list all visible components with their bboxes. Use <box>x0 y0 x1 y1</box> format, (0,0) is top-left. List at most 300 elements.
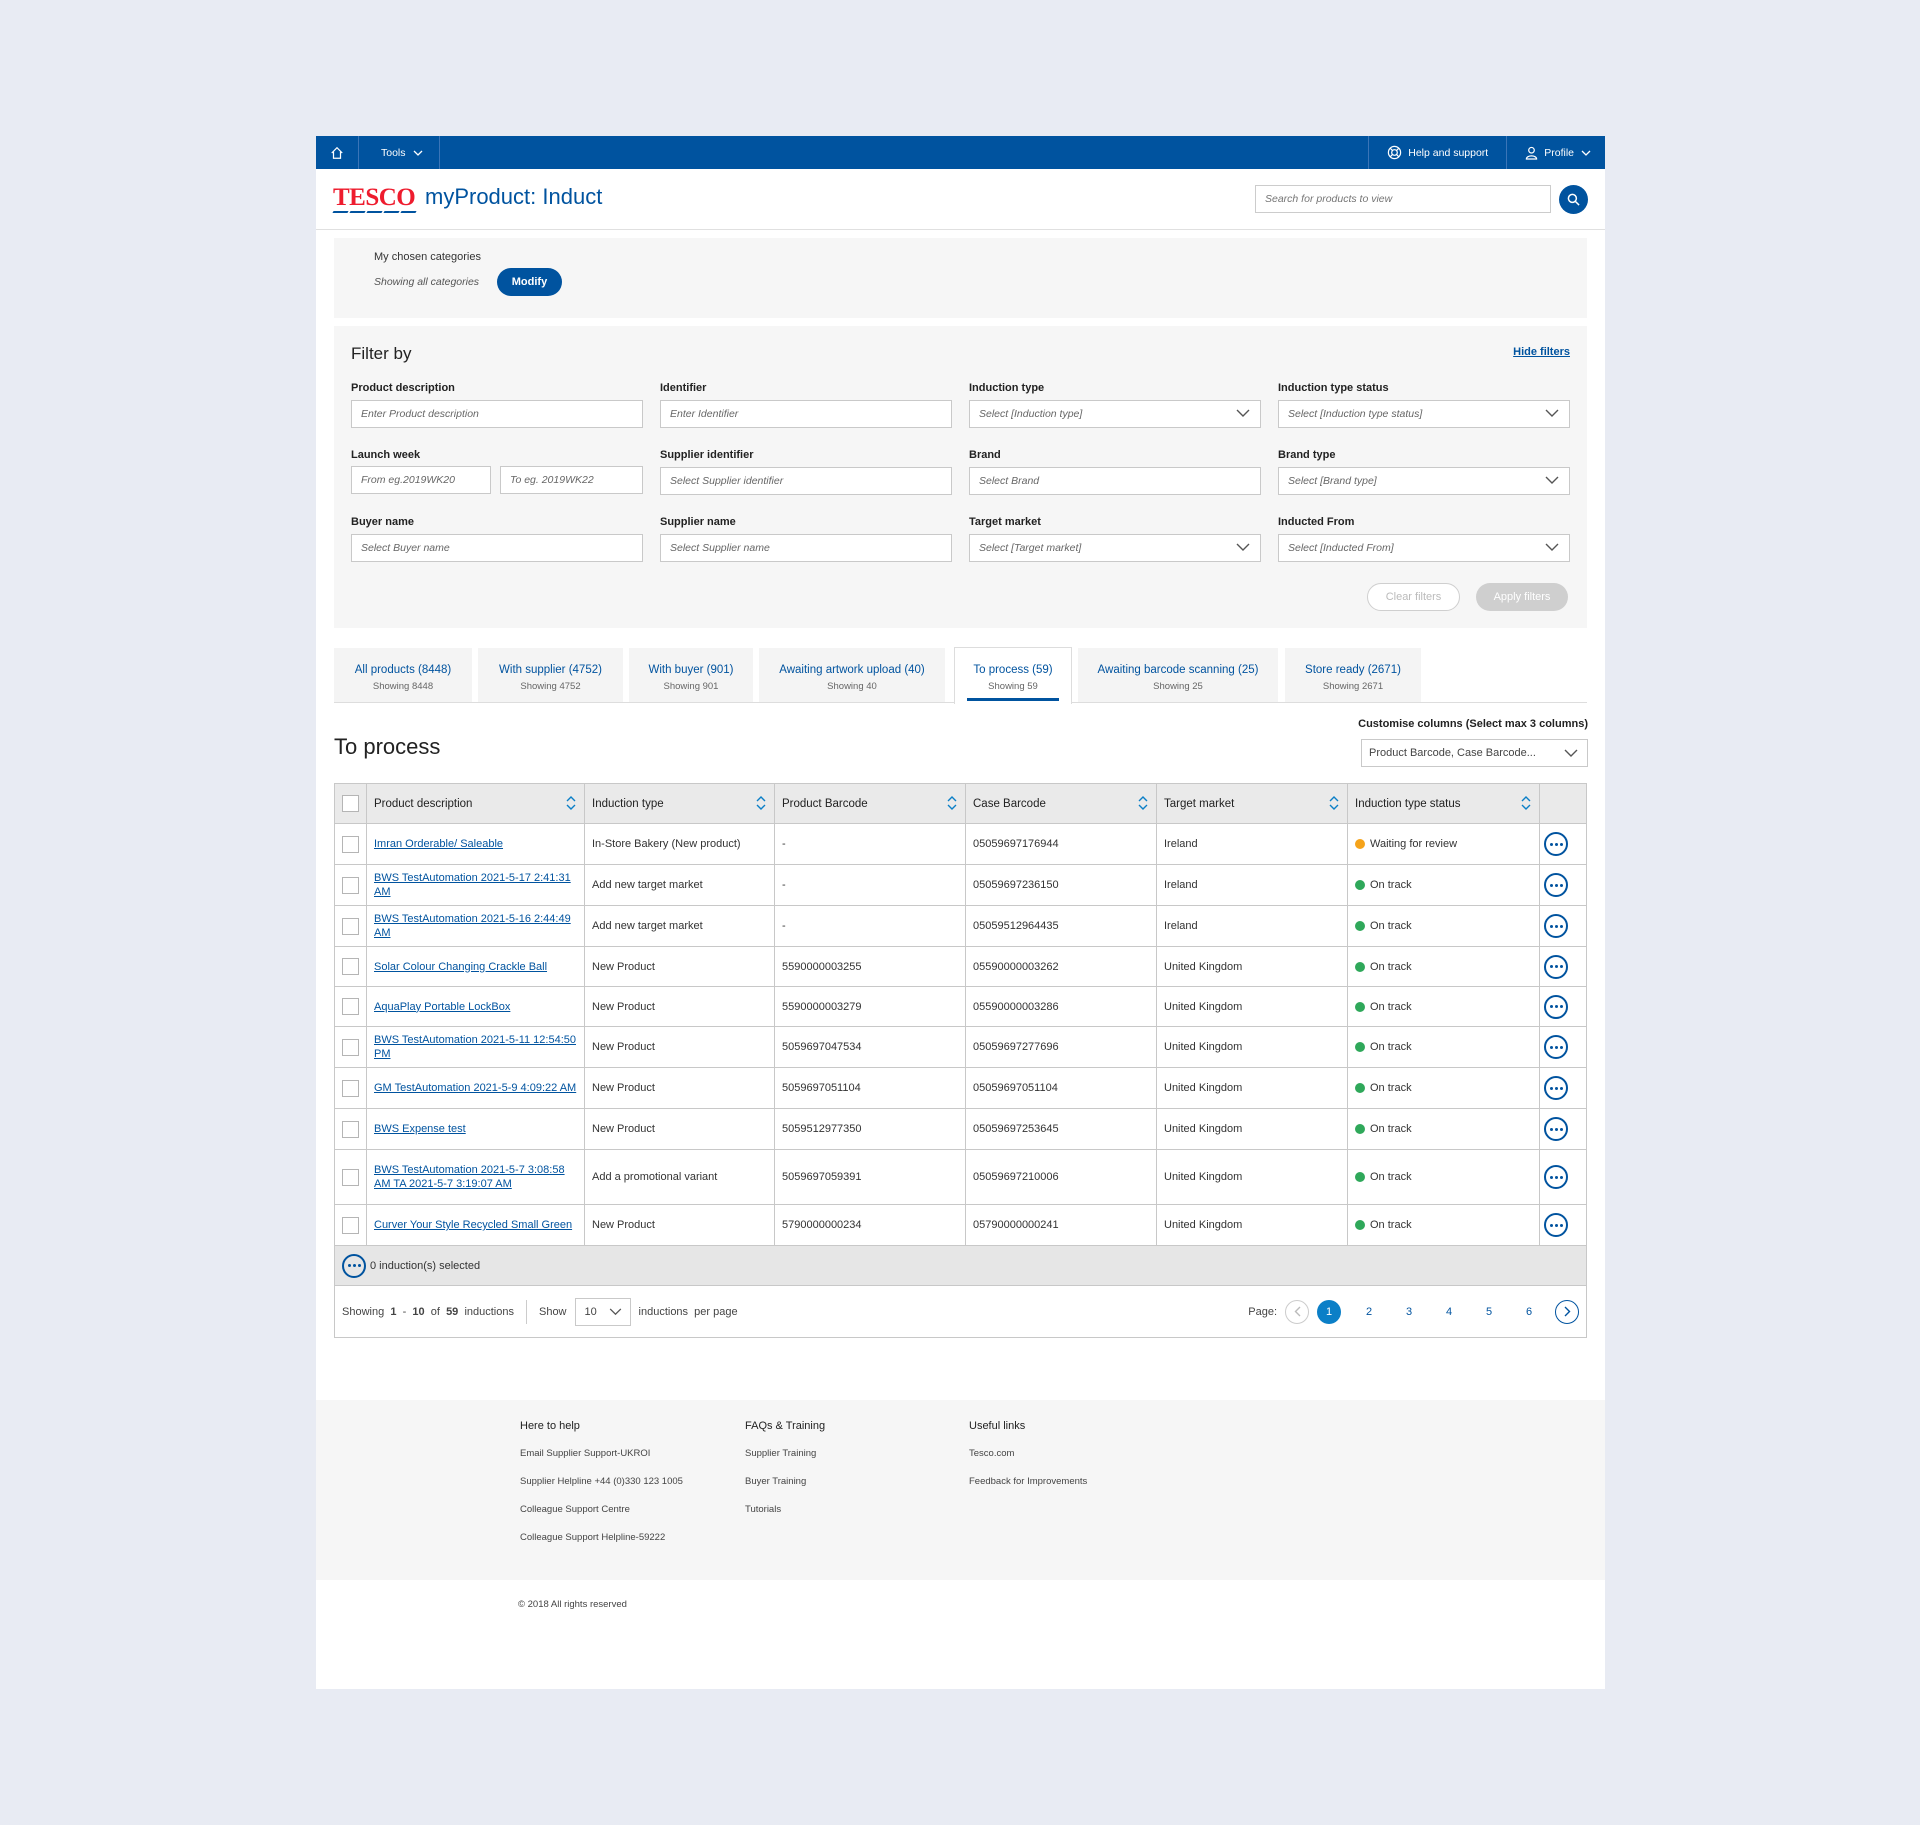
footer-heading: Useful links <box>969 1420 1026 1432</box>
brand-type-select[interactable] <box>1278 467 1570 495</box>
copyright: © 2018 All rights reserved <box>518 1599 627 1610</box>
actions-cell <box>1540 1109 1572 1149</box>
chevron-down-icon <box>1545 543 1559 552</box>
launch-week-label: Launch week <box>351 449 421 461</box>
buyer-name-label: Buyer name <box>351 516 414 528</box>
tab-label: Awaiting barcode scanning (25) <box>1097 664 1259 676</box>
page-6-button[interactable]: 6 <box>1525 1305 1533 1318</box>
more-options-icon[interactable] <box>1544 873 1568 897</box>
buyer-name-input[interactable]: Select Buyer name <box>351 534 643 562</box>
identifier-label: Identifier <box>660 382 707 394</box>
induction-type-cell: In-Store Bakery (New product) <box>585 824 775 864</box>
active-tab-indicator <box>967 698 1059 701</box>
footer-link[interactable]: Colleague Support Centre <box>520 1504 630 1515</box>
help-label: Help and support <box>1408 146 1489 159</box>
product-link[interactable]: BWS TestAutomation 2021-5-7 3:08:58 AM TA 2021-5-7 3:19:07 AM <box>374 1164 565 1190</box>
page-5-button[interactable]: 5 <box>1485 1305 1493 1318</box>
more-options-icon[interactable] <box>1544 1035 1568 1059</box>
status-dot <box>1355 1220 1365 1230</box>
select-all-cell <box>335 784 367 823</box>
col-target-market[interactable] <box>1157 784 1348 823</box>
page-label: Page: <box>1248 1305 1277 1318</box>
induction-type-status-label: Induction type status <box>1278 382 1389 394</box>
supplier-name-label: Supplier name <box>660 516 736 528</box>
categories-title: My chosen categories <box>374 251 481 263</box>
product-link[interactable]: Imran Orderable/ Saleable <box>374 838 504 850</box>
chevron-down-icon <box>1545 476 1559 485</box>
inducted-from-label: Inducted From <box>1278 516 1355 528</box>
chevron-down-icon <box>1236 543 1250 552</box>
section-title: To process <box>334 734 441 759</box>
row-select-cell <box>335 824 367 864</box>
product-link[interactable]: BWS TestAutomation 2021-5-16 2:44:49 AM <box>374 913 571 939</box>
footer-link[interactable]: Buyer Training <box>745 1476 807 1487</box>
next-page-button[interactable] <box>1555 1300 1579 1324</box>
more-options-icon[interactable] <box>1544 1117 1568 1141</box>
status-dot <box>1355 962 1365 972</box>
home-button[interactable] <box>316 136 359 169</box>
row-checkbox[interactable] <box>342 1080 359 1097</box>
status-badge <box>1355 838 1457 850</box>
col-case-barcode[interactable] <box>966 784 1157 823</box>
page-navigation <box>1248 1300 1579 1324</box>
target-market-cell: United Kingdom <box>1157 987 1348 1026</box>
target-market-cell: United Kingdom <box>1157 947 1348 986</box>
product-link[interactable]: GM TestAutomation 2021-5-9 4:09:22 AM <box>374 1082 577 1094</box>
status-dot <box>1355 1083 1365 1093</box>
col-product-barcode[interactable] <box>775 784 966 823</box>
product-link[interactable]: BWS TestAutomation 2021-5-17 2:41:31 AM <box>374 872 571 898</box>
table-row <box>335 947 1586 987</box>
table-row <box>335 987 1586 1027</box>
product-description-label: Product description <box>351 382 455 394</box>
status-label: On track <box>1370 879 1412 891</box>
case-barcode-cell: 05059697277696 <box>966 1027 1157 1067</box>
header-label: Product description <box>374 797 473 810</box>
customise-columns-value: Product Barcode, Case Barcode... <box>1369 747 1536 759</box>
chevron-right-icon <box>1564 1306 1571 1317</box>
case-barcode-cell: 05059697236150 <box>966 865 1157 905</box>
launch-week-to-input[interactable]: To eg. 2019WK22 <box>500 466 643 494</box>
product-link[interactable]: BWS TestAutomation 2021-5-11 12:54:50 PM <box>374 1034 576 1060</box>
product-description-cell <box>367 1068 585 1108</box>
product-description-cell <box>367 824 585 864</box>
apply-filters-button[interactable]: Apply filters <box>1476 583 1568 611</box>
case-barcode-cell: 05059697210006 <box>966 1150 1157 1204</box>
launch-week-from-input[interactable]: From eg.2019WK20 <box>351 466 491 494</box>
tools-menu[interactable] <box>359 136 440 169</box>
induction-type-cell: Add new target market <box>585 865 775 905</box>
inducted-from-select[interactable] <box>1278 534 1570 562</box>
divider <box>526 1300 527 1324</box>
total-count: 59 <box>446 1305 459 1318</box>
sort-icon <box>756 796 766 810</box>
actions-cell <box>1540 865 1572 905</box>
unit-label: inductions <box>464 1305 514 1318</box>
chevron-down-icon <box>1236 409 1250 418</box>
product-barcode-cell: 5590000003279 <box>775 987 966 1026</box>
chosen-categories-panel <box>334 238 1587 318</box>
col-induction-type[interactable] <box>585 784 775 823</box>
actions-cell <box>1540 824 1572 864</box>
chevron-down-icon <box>1581 150 1591 156</box>
more-options-icon[interactable] <box>1544 832 1568 856</box>
logo-text: TESCO <box>333 183 416 211</box>
status-cell <box>1348 906 1540 946</box>
case-barcode-cell: 05790000000241 <box>966 1205 1157 1245</box>
sort-icon <box>947 796 957 810</box>
brand-label: Brand <box>969 449 1001 461</box>
customise-columns-select[interactable] <box>1361 739 1588 767</box>
row-select-cell <box>335 865 367 905</box>
case-barcode-cell: 05590000003286 <box>966 987 1157 1026</box>
status-dot <box>1355 1124 1365 1134</box>
select-all-checkbox[interactable] <box>342 795 359 812</box>
tab-label: Store ready (2671) <box>1305 664 1401 676</box>
page-3-button[interactable]: 3 <box>1405 1305 1413 1318</box>
tab-to-process[interactable] <box>954 647 1072 704</box>
status-badge <box>1355 1171 1412 1183</box>
table-row <box>335 1068 1586 1109</box>
table-row <box>335 1150 1586 1205</box>
status-label: On track <box>1370 1041 1412 1053</box>
footer-link[interactable]: Email Supplier Support-UKROI <box>520 1448 651 1459</box>
footer-heading: Here to help <box>520 1420 580 1432</box>
status-badge <box>1355 920 1412 932</box>
status-label: On track <box>1370 1123 1412 1135</box>
product-barcode-cell: - <box>775 824 966 864</box>
induction-type-cell: New Product <box>585 1205 775 1245</box>
status-cell <box>1348 1150 1540 1204</box>
row-select-cell <box>335 947 367 986</box>
target-market-select[interactable] <box>969 534 1261 562</box>
search-bar <box>1255 185 1588 214</box>
footer-col-useful-links <box>969 1420 1087 1504</box>
page-1-button[interactable]: 1 <box>1317 1300 1341 1324</box>
sort-icon <box>566 796 576 810</box>
induction-type-cell: Add new target market <box>585 906 775 946</box>
user-icon <box>1525 146 1538 160</box>
supplier-name-input[interactable]: Select Supplier name <box>660 534 952 562</box>
header-label: Case Barcode <box>973 797 1046 810</box>
product-link[interactable]: Solar Colour Changing Crackle Ball <box>374 960 548 973</box>
search-icon <box>1567 193 1580 206</box>
row-checkbox[interactable] <box>342 1039 359 1056</box>
app-window <box>316 136 1605 1689</box>
table-row <box>335 1205 1586 1246</box>
modify-button[interactable]: Modify <box>497 268 562 296</box>
status-cell <box>1348 1205 1540 1245</box>
header-label: Target market <box>1164 797 1235 810</box>
footer-link[interactable]: Tesco.com <box>969 1448 1015 1459</box>
inducted-from-placeholder: Select [Inducted From] <box>1288 542 1394 554</box>
footer-heading: FAQs & Training <box>745 1420 826 1432</box>
actions-cell <box>1540 1068 1572 1108</box>
table-row <box>335 1109 1586 1150</box>
more-options-icon[interactable] <box>1544 1213 1568 1237</box>
range-dash: - <box>402 1305 407 1318</box>
col-product-description[interactable] <box>367 784 585 823</box>
selection-bar <box>335 1246 1586 1286</box>
tab-label: To process (59) <box>973 664 1053 676</box>
show-label: Show <box>538 1305 567 1318</box>
product-barcode-cell: 5590000003255 <box>775 947 966 986</box>
actions-cell <box>1540 906 1572 946</box>
page-4-button[interactable]: 4 <box>1445 1305 1453 1318</box>
header-label: Induction type status <box>1355 797 1461 810</box>
hide-filters-link[interactable]: Hide filters <box>1513 346 1570 358</box>
status-cell <box>1348 1068 1540 1108</box>
row-checkbox[interactable] <box>342 958 359 975</box>
product-barcode-cell: 5059697051104 <box>775 1068 966 1108</box>
tab-awaiting-barcode-scanning[interactable] <box>1078 648 1278 702</box>
target-market-cell: Ireland <box>1157 906 1348 946</box>
row-checkbox[interactable] <box>342 1169 359 1186</box>
row-select-cell <box>335 1150 367 1204</box>
filter-panel <box>334 326 1587 628</box>
product-description-cell <box>367 947 585 986</box>
row-select-cell <box>335 1027 367 1067</box>
logo-stripes <box>333 211 416 213</box>
prev-page-button[interactable] <box>1285 1300 1309 1324</box>
actions-cell <box>1540 987 1572 1026</box>
filter-title: Filter by <box>351 344 412 363</box>
status-dot <box>1355 839 1365 849</box>
status-cell <box>1348 1109 1540 1149</box>
tab-count: Showing 4752 <box>520 681 581 692</box>
induction-type-cell: New Product <box>585 1109 775 1149</box>
header-label: Induction type <box>592 797 664 810</box>
tesco-logo[interactable] <box>333 183 416 213</box>
tab-count: Showing 59 <box>988 681 1038 692</box>
status-dot <box>1355 1002 1365 1012</box>
product-barcode-cell: 5059512977350 <box>775 1109 966 1149</box>
target-market-cell: United Kingdom <box>1157 1205 1348 1245</box>
actions-cell <box>1540 1150 1572 1204</box>
case-barcode-cell: 05059512964435 <box>966 906 1157 946</box>
chevron-down-icon <box>1545 409 1559 418</box>
profile-menu[interactable] <box>1506 136 1605 169</box>
row-select-cell <box>335 1205 367 1245</box>
case-barcode-cell: 05059697051104 <box>966 1068 1157 1108</box>
per-page-select[interactable] <box>575 1298 631 1326</box>
footer-col-help <box>520 1420 683 1560</box>
status-cell <box>1348 947 1540 986</box>
tab-with-supplier[interactable] <box>478 648 623 702</box>
target-market-cell: Ireland <box>1157 824 1348 864</box>
product-description-cell <box>367 865 585 905</box>
sort-icon <box>1521 796 1531 810</box>
product-link[interactable]: AquaPlay Portable LockBox <box>374 1000 511 1013</box>
actions-cell <box>1540 947 1572 986</box>
status-label: On track <box>1370 1219 1412 1231</box>
row-checkbox[interactable] <box>342 1217 359 1234</box>
actions-cell <box>1540 1205 1572 1245</box>
brand-type-placeholder: Select [Brand type] <box>1288 475 1377 487</box>
selected-count: 0 induction(s) selected <box>370 1259 481 1272</box>
status-label: Waiting for review <box>1370 838 1458 850</box>
status-label: On track <box>1370 960 1412 973</box>
brand-input[interactable]: Select Brand <box>969 467 1261 495</box>
target-market-cell: United Kingdom <box>1157 1068 1348 1108</box>
page-2-button[interactable]: 2 <box>1365 1305 1373 1318</box>
tab-label: With supplier (4752) <box>499 664 602 676</box>
footer-link[interactable]: Colleague Support Helpline-59222 <box>520 1532 666 1543</box>
footer-link[interactable]: Supplier Helpline +44 (0)330 123 1005 <box>520 1476 683 1487</box>
product-barcode-cell: 5059697047534 <box>775 1027 966 1067</box>
top-navigation <box>316 136 1605 169</box>
status-dot <box>1355 921 1365 931</box>
status-badge <box>1355 1041 1412 1053</box>
induction-type-status-select[interactable] <box>1278 400 1570 428</box>
case-barcode-cell: 05059697253645 <box>966 1109 1157 1149</box>
more-options-icon[interactable] <box>1544 1165 1568 1189</box>
status-badge <box>1355 1001 1412 1013</box>
tab-count: Showing 25 <box>1153 681 1203 692</box>
target-market-cell: Ireland <box>1157 865 1348 905</box>
status-badge <box>1355 879 1412 891</box>
tab-with-buyer[interactable] <box>629 648 753 702</box>
row-checkbox[interactable] <box>342 877 359 894</box>
actions-cell <box>1540 1027 1572 1067</box>
identifier-input[interactable]: Enter Identifier <box>660 400 952 428</box>
status-badge <box>1355 1123 1412 1135</box>
tab-count: Showing 901 <box>663 681 719 692</box>
chevron-left-icon <box>1294 1306 1301 1317</box>
table-row <box>335 824 1586 865</box>
of-label: of <box>430 1305 440 1318</box>
row-select-cell <box>335 906 367 946</box>
footer <box>316 1400 1605 1580</box>
footer-link[interactable]: Tutorials <box>745 1504 782 1515</box>
customise-columns-label: Customise columns (Select max 3 columns) <box>1358 718 1588 730</box>
per-page-value: 10 <box>584 1305 597 1318</box>
status-dot <box>1355 1042 1365 1052</box>
case-barcode-cell: 05059697176944 <box>966 824 1157 864</box>
footer-link[interactable]: Supplier Training <box>745 1448 817 1459</box>
lifebuoy-icon <box>1387 145 1402 160</box>
inductions-table <box>334 783 1587 1338</box>
table-row <box>335 1027 1586 1068</box>
supplier-identifier-label: Supplier identifier <box>660 449 754 461</box>
status-cell <box>1348 987 1540 1026</box>
product-link[interactable]: BWS Expense test <box>374 1123 466 1135</box>
brand-type-label: Brand type <box>1278 449 1336 461</box>
more-options-icon[interactable] <box>1544 914 1568 938</box>
product-description-cell <box>367 1150 585 1204</box>
product-description-cell <box>367 906 585 946</box>
tab-label: With buyer (901) <box>648 664 734 676</box>
header-label: Product Barcode <box>782 797 868 810</box>
status-label: On track <box>1370 1082 1412 1094</box>
target-market-label: Target market <box>969 516 1041 528</box>
footer-link[interactable]: Feedback for Improvements <box>969 1476 1088 1487</box>
induction-type-status-placeholder: Select [Induction type status] <box>1288 408 1423 420</box>
more-options-icon[interactable] <box>1544 955 1568 979</box>
induction-type-select[interactable] <box>969 400 1261 428</box>
tools-label: Tools <box>381 146 406 159</box>
footer-col-faqs <box>745 1420 825 1532</box>
search-input[interactable] <box>1255 185 1551 213</box>
status-badge <box>1355 1219 1412 1231</box>
target-market-placeholder: Select [Target market] <box>979 542 1082 554</box>
induction-type-label: Induction type <box>969 382 1045 394</box>
product-description-cell <box>367 1205 585 1245</box>
brand-header <box>316 169 1605 230</box>
tab-count: Showing 40 <box>827 681 877 692</box>
chevron-down-icon <box>413 150 423 156</box>
app-title: myProduct: Induct <box>425 184 603 209</box>
tab-label: Awaiting artwork upload (40) <box>779 664 925 676</box>
categories-subtitle: Showing all categories <box>374 276 480 288</box>
status-badge <box>1355 961 1412 973</box>
tab-store-ready[interactable] <box>1285 648 1421 702</box>
product-barcode-cell: - <box>775 906 966 946</box>
row-checkbox[interactable] <box>342 918 359 935</box>
tab-count: Showing 8448 <box>372 681 434 692</box>
clear-filters-button[interactable]: Clear filters <box>1367 583 1460 611</box>
induction-type-cell: New Product <box>585 987 775 1026</box>
product-description-cell <box>367 1027 585 1067</box>
product-barcode-cell: 5790000000234 <box>775 1205 966 1245</box>
induction-type-cell: New Product <box>585 947 775 986</box>
induction-type-cell: New Product <box>585 1027 775 1067</box>
status-tabs <box>334 647 1587 703</box>
target-market-cell: United Kingdom <box>1157 1027 1348 1067</box>
row-checkbox[interactable] <box>342 836 359 853</box>
row-select-cell <box>335 987 367 1026</box>
product-link[interactable]: Curver Your Style Recycled Small Green <box>374 1219 573 1231</box>
tab-label: All products (8448) <box>354 664 452 676</box>
status-cell <box>1348 824 1540 864</box>
table-row <box>335 865 1586 906</box>
search-button[interactable] <box>1559 185 1588 214</box>
tab-awaiting-artwork-upload[interactable] <box>759 648 945 702</box>
status-label: On track <box>1370 1171 1412 1183</box>
col-induction-type-status[interactable] <box>1348 784 1540 823</box>
tab-all-products[interactable] <box>334 648 472 702</box>
profile-label: Profile <box>1544 146 1574 159</box>
tab-count: Showing 2671 <box>1322 681 1384 692</box>
more-options-icon[interactable] <box>1544 995 1568 1019</box>
product-description-cell <box>367 1109 585 1149</box>
sort-icon <box>1329 796 1339 810</box>
induction-type-cell: Add a promotional variant <box>585 1150 775 1204</box>
status-cell <box>1348 1027 1540 1067</box>
supplier-identifier-input[interactable]: Select Supplier identifier <box>660 467 952 495</box>
row-checkbox[interactable] <box>342 998 359 1015</box>
range-from: 1 <box>390 1305 397 1318</box>
chevron-down-icon <box>609 1308 622 1316</box>
more-options-icon[interactable] <box>1544 1076 1568 1100</box>
showing-label: Showing <box>342 1305 385 1318</box>
help-and-support-button[interactable] <box>1368 136 1506 169</box>
bulk-actions-icon[interactable] <box>342 1254 366 1278</box>
status-dot <box>1355 880 1365 890</box>
table-row <box>335 906 1586 947</box>
status-label: On track <box>1370 1000 1412 1013</box>
product-description-input[interactable]: Enter Product description <box>351 400 643 428</box>
induction-type-cell: New Product <box>585 1068 775 1108</box>
row-checkbox[interactable] <box>342 1121 359 1138</box>
case-barcode-cell: 05590000003262 <box>966 947 1157 986</box>
home-icon <box>330 146 344 160</box>
row-select-cell <box>335 1068 367 1108</box>
induction-type-placeholder: Select [Induction type] <box>979 408 1083 420</box>
actions-header <box>1540 784 1572 823</box>
status-cell <box>1348 865 1540 905</box>
range-to: 10 <box>412 1305 425 1318</box>
